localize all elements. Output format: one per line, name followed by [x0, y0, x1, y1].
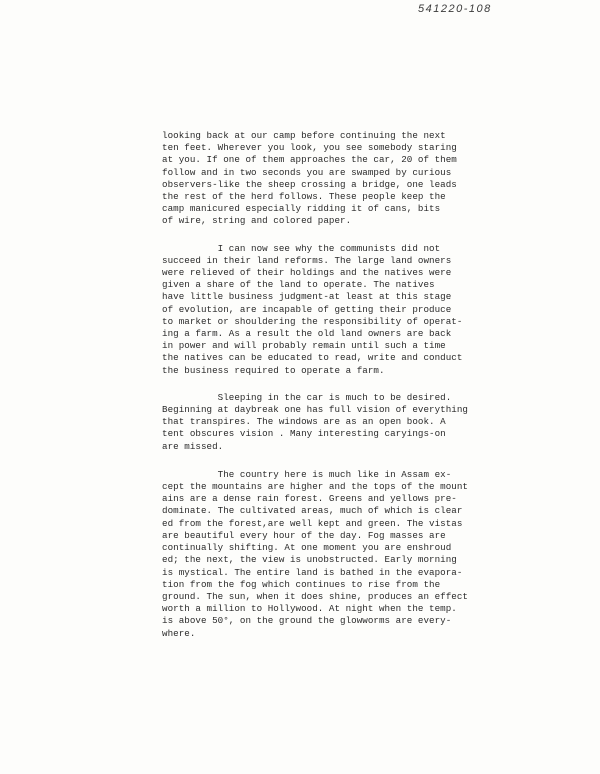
text-line: I can now see why the communists did not [162, 242, 441, 254]
text-line: dominate. The cultivated areas, much of which is clear [162, 505, 463, 517]
text-line: the business required to operate a farm. [162, 364, 385, 376]
text-line: is mystical. The entire land is bathed in the evapora- [162, 566, 463, 578]
text-line: the rest of the herd follows. These people keep the [162, 191, 446, 203]
text-line: cept the mountains are higher and the tops of the mount [162, 481, 468, 493]
paragraph-gap [162, 377, 600, 392]
text-line: where. [162, 627, 196, 639]
text-line: observers-like the sheep crossing a bridge, one leads [162, 178, 457, 190]
text-line: ed from the forest,are well kept and green. The vistas [162, 517, 463, 529]
paragraph-3 [162, 392, 600, 453]
text-line: were relieved of their holdings and the natives were [162, 267, 452, 279]
paragraph-2 [162, 243, 600, 377]
text-line: given a share of the land to operate. The natives [162, 279, 435, 291]
document-id-stamp: 541220-108 [418, 3, 492, 15]
text-line: ains are a dense rain forest. Greens and yellows pre- [162, 493, 457, 505]
text-line: of evolution, are incapable of getting their produce [162, 303, 452, 315]
text-line: ing a farm. As a result the old land owners are back [162, 328, 452, 340]
text-line: to market or shouldering the responsibility of operat- [162, 315, 463, 327]
text-line: of wire, string and colored paper. [162, 215, 352, 227]
text-line: the natives can be educated to read, write and conduct [162, 352, 463, 364]
text-line: ed; the next, the view is unobstructed. Early morning [162, 554, 457, 566]
document-body [162, 130, 600, 640]
paragraph-gap [162, 453, 600, 469]
text-line: in power and will probably remain until such a time [162, 340, 446, 352]
paragraph-4 [162, 469, 600, 640]
text-line: that transpires. The windows are as an open book. A [162, 416, 446, 428]
text-line: succeed in their land reforms. The large land owners [162, 254, 452, 266]
text-line: are beautiful every hour of the day. Fog masses are [162, 529, 446, 541]
paragraph-1 [162, 130, 600, 228]
text-line: The country here is much like in Assam ex- [162, 468, 452, 480]
text-line: follow and in two seconds you are swamped by curious [162, 166, 452, 178]
text-line: is above 50°, on the ground the glowworms are every- [162, 615, 452, 627]
text-line: tent obscures vision . Many interesting caryings-on [162, 428, 446, 440]
text-line: camp manicured especially ridding it of cans, bits [162, 203, 441, 215]
text-line: ground. The sun, when it does shine, produces an effect [162, 590, 468, 602]
text-line: continually shifting. At one moment you are enshroud [162, 542, 452, 554]
text-line: ten feet. Wherever you look, you see somebody staring [162, 142, 457, 154]
text-line: looking back at our camp before continuing the next [162, 130, 446, 141]
text-line: tion from the fog which continues to rise from the [162, 578, 441, 590]
text-line: Beginning at daybreak one has full vision of everything [162, 404, 468, 416]
text-line: have little business judgment-at least at this stage [162, 291, 452, 303]
paragraph-gap [162, 228, 600, 243]
text-line: Sleeping in the car is much to be desired. [162, 391, 452, 403]
text-line: worth a million to Hollywood. At night when the temp. [162, 603, 457, 615]
text-line: are missed. [162, 440, 224, 452]
text-line: at you. If one of them approaches the car, 20 of them [162, 154, 457, 166]
